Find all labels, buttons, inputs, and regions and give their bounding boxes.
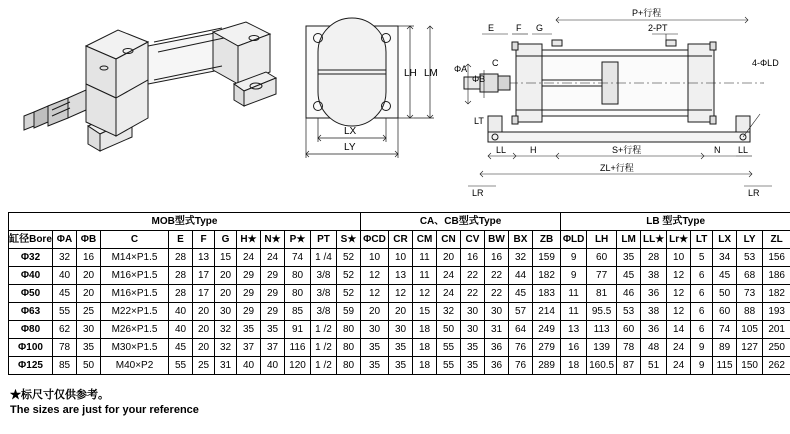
table-cell: 45 (617, 267, 641, 285)
table-cell: 20 (215, 285, 237, 303)
table-cell: 50 (437, 321, 461, 339)
table-cell: 20 (437, 249, 461, 267)
table-cell: 11 (413, 249, 437, 267)
table-cell: 16 (461, 249, 485, 267)
col-g: G (215, 231, 237, 249)
table-cell: M40×P2 (101, 357, 169, 375)
table-cell: 12 (667, 267, 691, 285)
table-column-header-row (9, 231, 790, 249)
table-cell: 62 (53, 321, 77, 339)
dim-label-f: F (516, 23, 522, 33)
table-cell: 35 (237, 321, 261, 339)
table-cell: 12 (361, 267, 389, 285)
table-cell: 24 (237, 249, 261, 267)
col-c: C (101, 231, 169, 249)
table-cell: 16 (561, 339, 587, 357)
table-cell: 52 (337, 285, 361, 303)
col-ll: LL★ (641, 231, 667, 249)
table-cell: 183 (533, 285, 561, 303)
table-cell: 1 /2 (311, 321, 337, 339)
table-cell: 120 (285, 357, 311, 375)
col-cr: CR (389, 231, 413, 249)
table-cell: 80 (337, 357, 361, 375)
table-cell: 289 (533, 357, 561, 375)
table-cell: 32 (509, 249, 533, 267)
table-cell: 38 (641, 267, 667, 285)
table-cell: 9 (691, 357, 713, 375)
table-cell: 32 (53, 249, 77, 267)
col-phi-cd: ΦCD (361, 231, 389, 249)
table-cell: 60 (587, 249, 617, 267)
dim-label-ll-left: LL (496, 145, 507, 155)
table-cell: 3/8 (311, 267, 337, 285)
table-cell: 12 (413, 285, 437, 303)
table-cell: 1 /4 (311, 249, 337, 267)
table-cell: 17 (193, 267, 215, 285)
table-cell: 29 (237, 267, 261, 285)
table-cell: 40 (53, 267, 77, 285)
table-cell: 6 (691, 267, 713, 285)
col-lt: LT (691, 231, 713, 249)
table-cell: 57 (509, 303, 533, 321)
table-row (9, 357, 790, 375)
table-cell: 87 (617, 357, 641, 375)
table-cell: 45 (713, 267, 737, 285)
table-cell: 10 (361, 249, 389, 267)
dim-label-lr-left: LR (472, 188, 484, 198)
table-cell: 9 (561, 267, 587, 285)
table-cell: 150 (737, 357, 763, 375)
col-lr: Lr★ (667, 231, 691, 249)
cell-bore: Φ40 (9, 267, 53, 285)
table-cell: 37 (237, 339, 261, 357)
table-cell: M16×P1.5 (101, 285, 169, 303)
table-cell: M16×P1.5 (101, 267, 169, 285)
table-cell: 32 (437, 303, 461, 321)
table-cell: 22 (461, 285, 485, 303)
group-header-mob: MOB型式Type (9, 213, 361, 231)
table-cell: 76 (509, 357, 533, 375)
cell-bore: Φ63 (9, 303, 53, 321)
table-cell: 68 (737, 267, 763, 285)
col-phi-ld: ΦLD (561, 231, 587, 249)
dim-label-s-stroke: S+行程 (612, 145, 642, 155)
table-cell: 6 (691, 321, 713, 339)
table-cell: 20 (193, 303, 215, 321)
table-cell: 20 (361, 303, 389, 321)
table-cell: 31 (485, 321, 509, 339)
group-header-ca-cb: CA、CB型式Type (361, 213, 561, 231)
table-cell: 12 (667, 303, 691, 321)
table-group-header-row (9, 213, 790, 231)
table-cell: 50 (713, 285, 737, 303)
table-cell: 115 (713, 357, 737, 375)
table-cell: 139 (587, 339, 617, 357)
table-cell: 20 (77, 267, 101, 285)
table-cell: 35 (361, 357, 389, 375)
table-cell: 46 (617, 285, 641, 303)
table-cell: 40 (261, 357, 285, 375)
col-cv: CV (461, 231, 485, 249)
col-bore: 缸径Bore (9, 231, 53, 249)
table-cell: M30×P1.5 (101, 339, 169, 357)
dim-label-h: H (530, 145, 537, 155)
table-row (9, 267, 790, 285)
table-cell: 249 (533, 321, 561, 339)
spec-table-body (9, 249, 790, 375)
table-cell: 15 (215, 249, 237, 267)
table-cell: 53 (737, 249, 763, 267)
table-cell: M26×P1.5 (101, 321, 169, 339)
table-cell: 55 (437, 357, 461, 375)
table-row (9, 249, 790, 267)
table-cell: 1 /2 (311, 357, 337, 375)
table-cell: M22×P1.5 (101, 303, 169, 321)
dim-label-ly: LY (344, 142, 356, 153)
table-cell: 40 (237, 357, 261, 375)
table-cell: 13 (193, 249, 215, 267)
cylinder-isometric-view (8, 6, 278, 201)
col-lx: LX (713, 231, 737, 249)
table-cell: 35 (461, 339, 485, 357)
table-cell: 35 (461, 357, 485, 375)
col-pt: PT (311, 231, 337, 249)
table-cell: 60 (617, 321, 641, 339)
dim-label-lt: LT (474, 116, 484, 126)
cell-bore: Φ80 (9, 321, 53, 339)
note-line-cn: ★标尺寸仅供参考。 (10, 389, 109, 401)
table-cell: 193 (763, 303, 790, 321)
dim-label-zl-stroke: ZL+行程 (600, 163, 634, 173)
table-cell: 182 (533, 267, 561, 285)
dim-label-c: C (492, 58, 499, 68)
table-cell: 116 (285, 339, 311, 357)
col-s: S★ (337, 231, 361, 249)
table-cell: 214 (533, 303, 561, 321)
table-cell: 85 (53, 357, 77, 375)
table-cell: 52 (337, 249, 361, 267)
cell-bore: Φ125 (9, 357, 53, 375)
table-cell: 10 (389, 249, 413, 267)
table-cell: 160.5 (587, 357, 617, 375)
table-cell: 24 (667, 339, 691, 357)
table-cell: 11 (413, 267, 437, 285)
table-cell: 80 (337, 321, 361, 339)
table-cell: 105 (737, 321, 763, 339)
table-cell: 36 (641, 321, 667, 339)
table-cell: 31 (215, 357, 237, 375)
table-cell: 22 (461, 267, 485, 285)
table-cell: 80 (285, 267, 311, 285)
table-cell: 20 (77, 285, 101, 303)
table-cell: 44 (509, 267, 533, 285)
table-cell: 156 (763, 249, 790, 267)
table-cell: 24 (437, 267, 461, 285)
table-cell: 6 (691, 285, 713, 303)
table-cell: 52 (337, 267, 361, 285)
table-cell: 9 (691, 339, 713, 357)
group-header-lb: LB 型式Type (561, 213, 790, 231)
table-cell: 24 (437, 285, 461, 303)
table-row (9, 321, 790, 339)
dim-label-p-stroke: P+行程 (632, 8, 662, 18)
table-cell: M14×P1.5 (101, 249, 169, 267)
table-cell: 11 (561, 303, 587, 321)
cell-bore: Φ32 (9, 249, 53, 267)
table-cell: 159 (533, 249, 561, 267)
cell-bore: Φ100 (9, 339, 53, 357)
table-cell: 25 (77, 303, 101, 321)
table-cell: 78 (617, 339, 641, 357)
table-cell: 74 (713, 321, 737, 339)
table-cell: 201 (763, 321, 790, 339)
table-cell: 6 (691, 303, 713, 321)
table-cell: 40 (169, 303, 193, 321)
col-f: F (193, 231, 215, 249)
table-cell: 89 (713, 339, 737, 357)
table-cell: 18 (561, 357, 587, 375)
table-cell: 60 (713, 303, 737, 321)
table-cell: 279 (533, 339, 561, 357)
table-cell: 186 (763, 267, 790, 285)
table-cell: 51 (641, 357, 667, 375)
table-cell: 34 (713, 249, 737, 267)
table-cell: 95.5 (587, 303, 617, 321)
table-cell: 16 (77, 249, 101, 267)
table-cell: 55 (169, 357, 193, 375)
table-cell: 35 (261, 321, 285, 339)
col-lh: LH (587, 231, 617, 249)
col-phi-a: ΦA (53, 231, 77, 249)
col-zl: ZL (763, 231, 790, 249)
table-cell: 30 (461, 321, 485, 339)
table-cell: 20 (193, 339, 215, 357)
table-cell: 17 (193, 285, 215, 303)
table-cell: 10 (667, 249, 691, 267)
table-cell: 32 (215, 321, 237, 339)
note-line-en: The sizes are just for your reference (10, 404, 199, 416)
table-cell: 30 (361, 321, 389, 339)
table-cell: 11 (561, 285, 587, 303)
table-cell: 48 (641, 339, 667, 357)
table-cell: 37 (261, 339, 285, 357)
table-cell: 35 (389, 339, 413, 357)
table-cell: 9 (561, 249, 587, 267)
col-cm: CM (413, 231, 437, 249)
table-cell: 64 (509, 321, 533, 339)
table-cell: 35 (77, 339, 101, 357)
dim-label-ll-right: LL (738, 145, 749, 155)
table-cell: 38 (641, 303, 667, 321)
table-cell: 45 (53, 285, 77, 303)
table-cell: 76 (509, 339, 533, 357)
dim-label-lh: LH (404, 68, 417, 79)
table-cell: 35 (361, 339, 389, 357)
table-cell: 73 (737, 285, 763, 303)
table-cell: 36 (641, 285, 667, 303)
table-cell: 36 (485, 357, 509, 375)
dim-label-n: N (714, 145, 721, 155)
table-cell: 12 (667, 285, 691, 303)
col-n: N★ (261, 231, 285, 249)
table-cell: 3/8 (311, 285, 337, 303)
table-cell: 85 (285, 303, 311, 321)
table-cell: 29 (261, 303, 285, 321)
table-cell: 74 (285, 249, 311, 267)
table-cell: 20 (215, 267, 237, 285)
table-cell: 13 (561, 321, 587, 339)
table-cell: 30 (461, 303, 485, 321)
table-cell: 24 (667, 357, 691, 375)
col-e: E (169, 231, 193, 249)
table-cell: 182 (763, 285, 790, 303)
table-cell: 127 (737, 339, 763, 357)
table-cell: 18 (413, 357, 437, 375)
table-cell: 1 /2 (311, 339, 337, 357)
table-cell: 20 (389, 303, 413, 321)
table-cell: 28 (169, 249, 193, 267)
table-cell: 3/8 (311, 303, 337, 321)
table-cell: 12 (361, 285, 389, 303)
table-cell: 88 (737, 303, 763, 321)
dim-label-phi-b: ΦB (472, 74, 486, 84)
col-h: H★ (237, 231, 261, 249)
table-cell: 80 (285, 285, 311, 303)
table-cell: 28 (169, 267, 193, 285)
cell-bore: Φ50 (9, 285, 53, 303)
col-bx: BX (509, 231, 533, 249)
table-cell: 91 (285, 321, 311, 339)
col-ly: LY (737, 231, 763, 249)
table-cell: 18 (413, 321, 437, 339)
dim-label-lx: LX (344, 126, 357, 137)
table-cell: 29 (237, 285, 261, 303)
table-cell: 59 (337, 303, 361, 321)
table-cell: 30 (389, 321, 413, 339)
col-lm: LM (617, 231, 641, 249)
table-row (9, 285, 790, 303)
table-cell: 5 (691, 249, 713, 267)
table-cell: 113 (587, 321, 617, 339)
table-cell: 30 (215, 303, 237, 321)
dim-label-phi-a: ΦA (454, 64, 468, 74)
drawings-area (0, 0, 790, 205)
table-cell: 77 (587, 267, 617, 285)
table-cell: 45 (169, 339, 193, 357)
table-cell: 36 (485, 339, 509, 357)
end-view (288, 12, 448, 172)
table-cell: 22 (485, 285, 509, 303)
table-cell: 20 (193, 321, 215, 339)
table-row (9, 339, 790, 357)
table-cell: 35 (617, 249, 641, 267)
table-cell: 28 (641, 249, 667, 267)
dim-label-lm: LM (424, 68, 438, 79)
dim-label-e: E (488, 23, 495, 33)
table-cell: 55 (53, 303, 77, 321)
table-cell: 40 (169, 321, 193, 339)
table-cell: 15 (413, 303, 437, 321)
table-cell: 28 (169, 285, 193, 303)
table-cell: 12 (389, 285, 413, 303)
dim-label-lr-right: LR (748, 188, 760, 198)
table-cell: 78 (53, 339, 77, 357)
table-cell: 55 (437, 339, 461, 357)
dim-label-2pt: 2-PT (648, 23, 668, 33)
spec-table-wrapper (8, 212, 785, 375)
table-cell: 29 (261, 285, 285, 303)
table-cell: 35 (389, 357, 413, 375)
table-cell: 250 (763, 339, 790, 357)
table-cell: 53 (617, 303, 641, 321)
table-cell: 18 (413, 339, 437, 357)
table-cell: 25 (193, 357, 215, 375)
section-assembly-view (452, 4, 786, 204)
col-bw: BW (485, 231, 509, 249)
table-cell: 24 (261, 249, 285, 267)
table-cell: 29 (261, 267, 285, 285)
dim-label-4-phi-ld: 4-ΦLD (752, 58, 779, 68)
table-cell: 29 (237, 303, 261, 321)
col-phi-b: ΦB (77, 231, 101, 249)
reference-note (10, 388, 199, 418)
table-cell: 30 (485, 303, 509, 321)
table-cell: 262 (763, 357, 790, 375)
spec-table (8, 212, 790, 375)
table-cell: 80 (337, 339, 361, 357)
col-zb: ZB (533, 231, 561, 249)
dim-label-g: G (536, 23, 544, 33)
table-cell: 13 (389, 267, 413, 285)
table-row (9, 303, 790, 321)
table-cell: 14 (667, 321, 691, 339)
table-cell: 81 (587, 285, 617, 303)
table-cell: 30 (77, 321, 101, 339)
col-p: P★ (285, 231, 311, 249)
table-cell: 22 (485, 267, 509, 285)
col-cn: CN (437, 231, 461, 249)
table-cell: 50 (77, 357, 101, 375)
table-cell: 32 (215, 339, 237, 357)
table-cell: 16 (485, 249, 509, 267)
table-cell: 45 (509, 285, 533, 303)
